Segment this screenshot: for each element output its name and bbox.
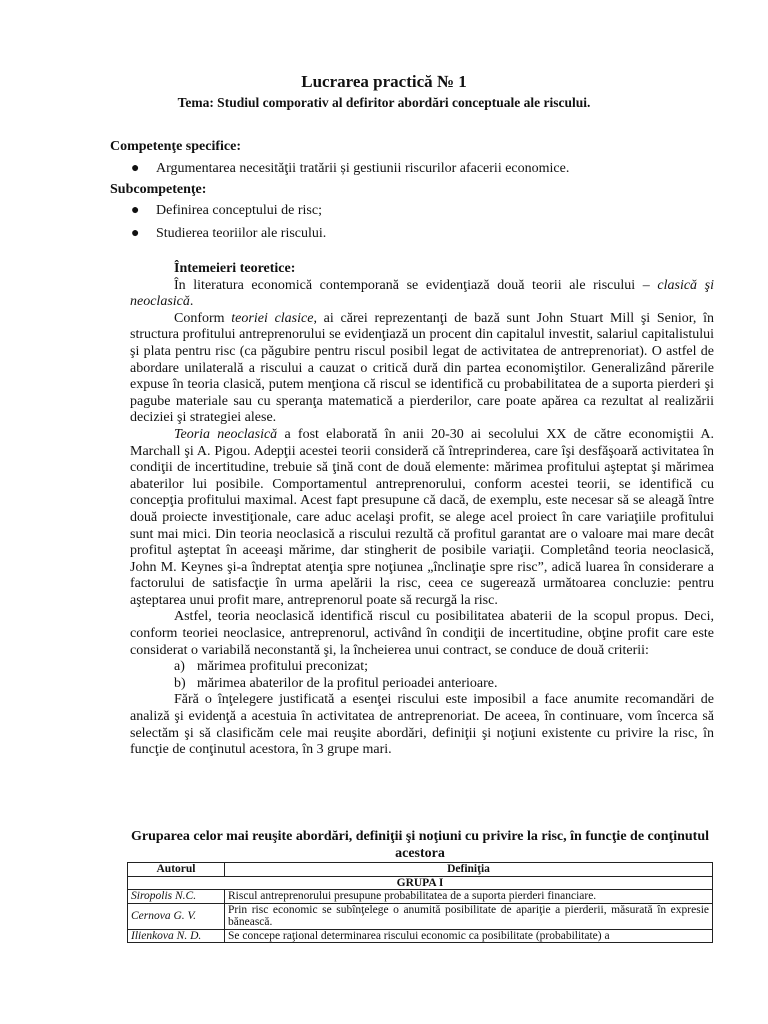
- list-item: b) mărimea abaterilor de la profitul perioadei anterioare.: [174, 675, 498, 691]
- definition-cell: Riscul antreprenorului presupune probabilitatea de a suporta pierderi financiare.: [225, 890, 713, 904]
- author-cell: Cernova G. V.: [128, 903, 225, 929]
- table-header-row: [128, 863, 713, 877]
- definitions-table: [127, 862, 713, 943]
- table-row: [128, 903, 713, 929]
- paragraph: Teoria neoclasică a fost elaborată în anii 20-30 ai secolului XX de către economiştii A. Marchall şi A. Pigou. Adepţii acestei teorii consideră că întreprinderea, care îşi desfăşoară activitatea în condiţii de incertitudine, trebuie să ţină cont de două elemente: mărimea profitului aşteptat şi mărimea abaterilor lui posibile. Comportamentul antreprenorului, conform acestei teorii, se identifică cu concepţia profitului maximal. Acest fapt presupune că dacă, de exemplu, este necesar să se aleagă între două proiecte investiţionale, care aduc acelaşi profit, se alege acel proiect în care variaţiile profitului sunt mai mici. Din teoria neoclasică a riscului rezultă că profitul garantat are o valoare mai mare decât profitul aşteptat în aceeaşi mărime, dar stingherit de posibile variaţii. Completând teoria neoclasică, John M. Keynes şi-a îndreptat atenţia spre noţiunea „înclinaţie spre risc”, adică luarea în considerare a factorului de satisfacţie în urma apelării la risc, ceea ce sugerează următoarea concluzie: pentru aşteptarea unui profit mare, antreprenorul poate să recurgă la risc.: [130, 426, 715, 608]
- column-header-definition: Definiţia: [225, 863, 713, 877]
- section-heading: Întemeieri teoretice:: [174, 261, 296, 276]
- criteria-list: [130, 659, 714, 692]
- paragraph: Fără o înţelegere justificată a esenţei riscului este imposibil a face anumite recomandări de analiză şi evidenţă a acestuia în activitatea de antreprenoriat. De aceea, în continuare, vom încerca să selectăm şi să clasificăm cele mai reuşite abordări, definiţii şi noţiuni existente cu privire la risc, în funcţie de conţinutul acestora, în 3 grupe mari.: [130, 692, 714, 758]
- paragraph: Astfel, teoria neoclasică identifică riscul cu posibilitatea abaterii de la scopul propus. Deci, conform teoriei neoclasice, antreprenorul, activând în condiţii de incertitudine, obţine profit care este considerat o variabilă neconstantă şi, la încheierea unui contract, se conduce de două criterii:: [130, 609, 714, 658]
- subcompetente-item: ● Definirea conceptului de risc;: [131, 203, 322, 218]
- author-cell: Siropolis N.C.: [128, 890, 225, 904]
- definition-cell: Se concepe raţional determinarea riscului economic ca posibilitate (probabilitate) a: [225, 929, 713, 943]
- list-item: a) mărimea profitului preconizat;: [174, 659, 369, 675]
- page-title: Lucrarea practică № 1: [301, 72, 467, 91]
- bullet-icon: ●: [131, 226, 140, 241]
- competente-item: ● Argumentarea necesităţii tratării și gestiunii riscurilor afacerii economice.: [131, 161, 570, 176]
- table-row: [128, 929, 713, 943]
- paragraph: Conform teoriei clasice, ai cărei reprezentanţi de bază sunt John Stuart Mill şi Senior, în structura profitului antreprenorului se evidenţiază un procent din capitalul investit, salariul capitalistului şi plata pentru risc (ca păgubire pentru riscul posibil legat de activitatea de antreprenoriat). O astfel de abordare unilaterală a riscului a cauzat o critică dură din partea economiştilor. Generalizând părerile expuse în teoria clasică, putem menţiona că riscul se identifică cu probabilitatea de a suporta pierderi şi pagube materiale sau cu speranţa matematică a pierderilor, care poate apărea ca rezultat al realizării deciziei şi strategiei alese.: [130, 310, 715, 426]
- subcompetente-item: ● Studierea teoriilor ale riscului.: [131, 226, 327, 241]
- body-text: [130, 261, 714, 759]
- definition-cell: Prin risc economic se subînţelege o anumită posibilitate de apariţie a pierderii, măsurată în expresie bănească.: [225, 903, 713, 929]
- table-caption: Gruparea celor mai reuşite abordări, definiţii şi noţiuni cu privire la risc, în funcţie de conţinutul acestora: [130, 829, 709, 861]
- paragraph: În literatura economică contemporană se evidenţiază două teorii ale riscului – clasică şi neoclasică.: [130, 277, 715, 310]
- bullet-icon: ●: [131, 161, 140, 176]
- competente-heading: Competenţe specifice:: [110, 139, 242, 154]
- column-header-author: Autorul: [128, 863, 225, 877]
- page-subtitle: Tema: Studiul comporativ al defiritor abordări conceptuale ale riscului.: [177, 95, 591, 110]
- bullet-icon: ●: [131, 203, 140, 218]
- table-row: [128, 890, 713, 904]
- subcompetente-heading: Subcompetenţe:: [110, 182, 207, 197]
- author-cell: Ilienkova N. D.: [128, 929, 225, 943]
- group-label: GRUPA I: [128, 876, 713, 890]
- group-row: [128, 876, 713, 890]
